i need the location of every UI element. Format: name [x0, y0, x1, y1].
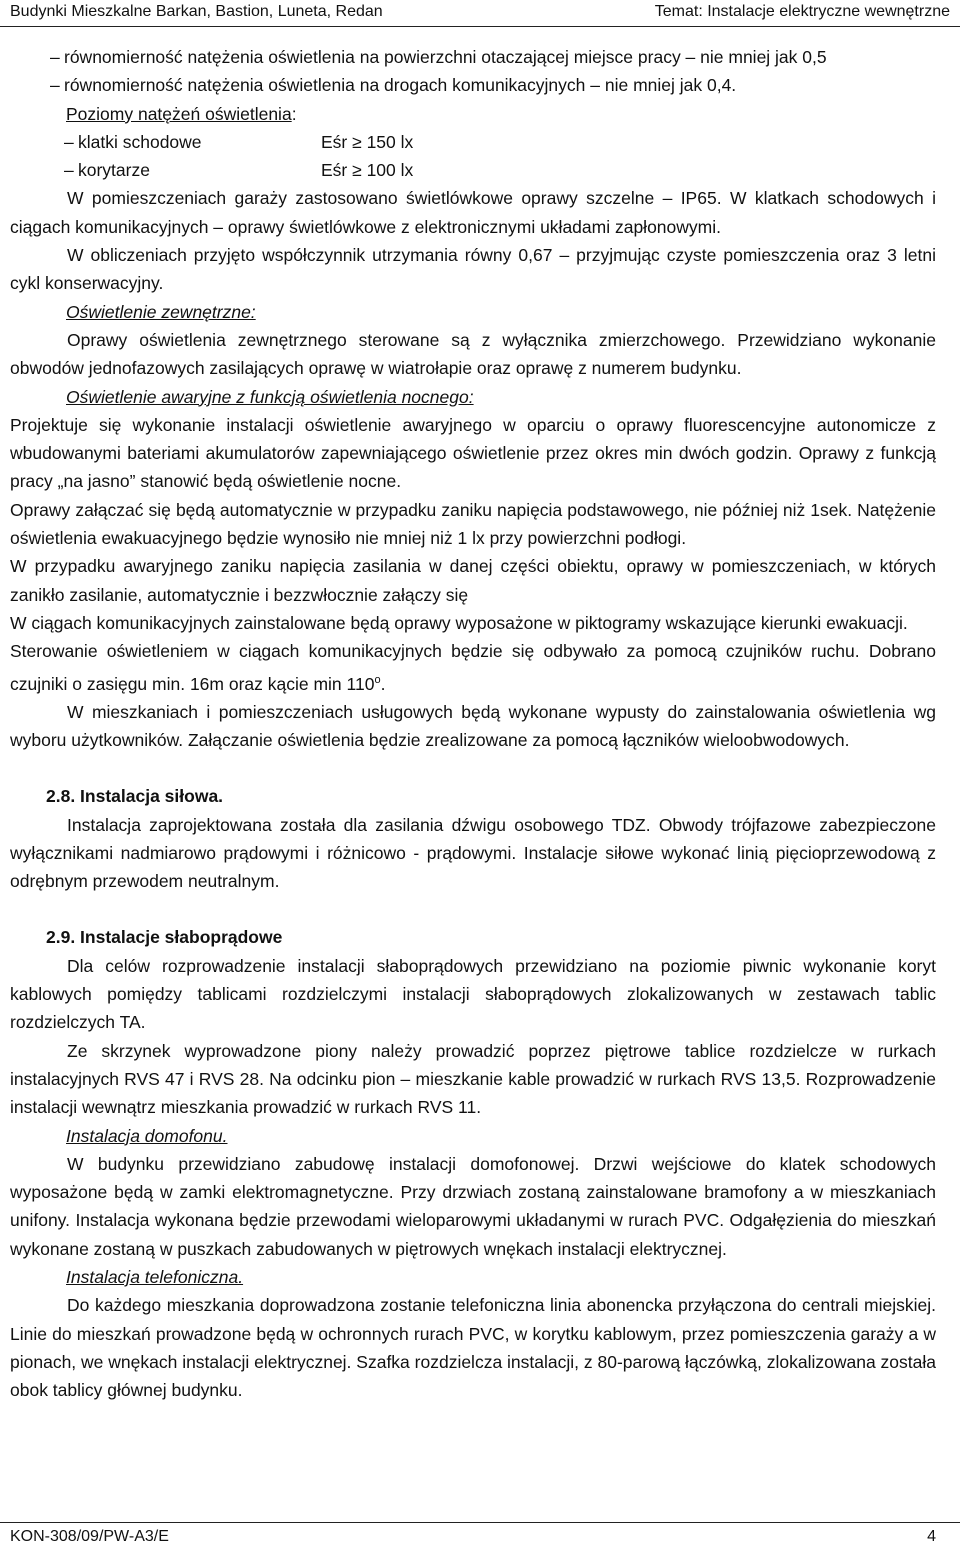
paragraph-end: . [380, 673, 386, 694]
lux-row-value: Eśr ≥ 100 lx [321, 160, 414, 181]
lux-row: – klatki schodowe Eśr ≥ 150 lx [0, 128, 960, 156]
paragraph: Dla celów rozprowadzenie instalacji słaboprądowych przewidziano na poziomie piwnic wykonanie koryt kablowych pomiędzy tablicami rozdzielczymi instalacji słaboprądowych zlokalizowanych w zestawach tablic rozdzielczych TA. [10, 955, 936, 1033]
document-body [0, 43, 960, 1404]
section-heading-2-9: 2.9. Instalacje słaboprądowe [46, 927, 283, 948]
subheading-text: Instalacja domofonu. [66, 1125, 228, 1146]
page-footer [0, 1522, 960, 1549]
subheading-text: Oświetlenie zewnętrzne: [66, 301, 256, 322]
lux-row: – korytarze Eśr ≥ 100 lx [0, 156, 960, 184]
degree-superscript: o [374, 673, 381, 686]
paragraph: W mieszkaniach i pomieszczeniach usługowych będą wykonane wypusty do zainstalowania oświetlenia wg wyboru użytkowników. Załączanie oświetlenia będzie zrealizowane za pomocą łączników wieloobwodowych. [10, 701, 936, 750]
page-header [0, 0, 960, 27]
header-topic: Temat: Instalacje elektryczne wewnętrzne [654, 3, 950, 20]
paragraph: W pomieszczeniach garaży zastosowano świetlówkowe oprawy szczelne – IP65. W klatkach schodowych i ciągach komunikacyjnych – oprawy świetlówkowe z elektronicznymi układami zapłonowymi. [10, 188, 936, 237]
header-project-title: Budynki Mieszkalne Barkan, Bastion, Luneta, Redan [10, 3, 383, 20]
paragraph: Instalacja zaprojektowana została dla zasilania dźwigu osobowego TDZ. Obwody trójfazowe zabezpieczone wyłącznikami nadmiarowo prądowymi i różnicowo - prądowymi. Instalacje siłowe wykonać linią pięcioprzewodową z odrębnym przewodem neutralnym. [10, 814, 936, 892]
subheading-intercom [0, 1122, 960, 1150]
paragraph: W budynku przewidziano zabudowę instalacji domofonowej. Drzwi wejściowe do klatek schodowych wyposażone będą w zamki elektromagnetyczne. Przy drzwiach zostaną zainstalowane bramofony a w mieszkaniach unifony. Instalacja wykonana będzie przewodami wieloparowymi układanymi w rurach PVC. Odgałęzienia do mieszkań wykonane zostaną w puszkach zabudowanych w piętrowych wnękach instalacji elektrycznej. [10, 1153, 936, 1259]
subheading-outdoor-lighting [0, 298, 960, 326]
lux-row-value: Eśr ≥ 150 lx [321, 131, 414, 152]
section-heading-2-8: 2.8. Instalacja siłowa. [46, 786, 224, 807]
footer-document-code: KON-308/09/PW-A3/E [10, 1528, 169, 1545]
list-item: – równomierność natężenia oświetlenia na powierzchni otaczającej miejsce pracy – nie mniej jak 0,5 [50, 47, 827, 67]
subheading-text: Oświetlenie awaryjne z funkcją oświetlenia nocnego: [66, 386, 474, 407]
paragraph: W przypadku awaryjnego zaniku napięcia zasilania w danej części obiektu, oprawy w pomieszczeniach, w których zanikło zasilanie, automatycznie i bezzwłocznie załączy się [10, 556, 936, 605]
paragraph: W ciągach komunikacyjnych zainstalowane będą oprawy wyposażone w piktogramy wskazujące kierunki ewakuacji. [10, 612, 908, 633]
paragraph: Do każdego mieszkania doprowadzona zostanie telefoniczna linia abonencka przyłączona do centrali miejskiej. Linie do mieszkań prowadzone będą w ochronnych rurach PVC, w korytku kablowym, przez pomieszczenia garaży a w pionach, we wnękach instalacji elektrycznej. Szafka rozdzielcza instalacji, z 80-parową łączówką, zlokalizowana została obok tablicy głównej budynku. [10, 1295, 936, 1401]
paragraph: Oprawy oświetlenia zewnętrznego sterowane są z wyłącznika zmierzchowego. Przewidziano wykonanie obwodów jednofazowych zasilających oprawę w wiatrołapie oraz oprawę z numerem budynku. [10, 329, 936, 379]
paragraph: Projektuje się wykonanie instalacji oświetlenie awaryjnego w oparciu o oprawy fluorescencyjne autonomicze z wbudowanymi bateriami akumulatorów zapewniającego oświetlenie przez okres min dwóch godzin. Oprawy z funkcją pracy „na jasno” stanowić będą oświetlenie nocne. [10, 414, 936, 492]
paragraph [0, 637, 960, 697]
subheading-text: Poziomy natężeń oświetlenia [66, 103, 292, 124]
subheading-colon: : [291, 103, 297, 124]
subheading-telephone [0, 1263, 960, 1291]
subheading-emergency-lighting [0, 383, 960, 411]
lux-row-label: korytarze [78, 160, 150, 181]
page-number: 4 [927, 1528, 936, 1545]
lux-row-label: klatki schodowe [78, 131, 202, 152]
list-item-text: równomierność natężenia oświetlenia na powierzchni otaczającej miejsce pracy – nie mniej jak 0,5 [64, 47, 827, 67]
subheading-poziomy [0, 100, 960, 128]
paragraph: W obliczeniach przyjęto współczynnik utrzymania równy 0,67 – przyjmując czyste pomieszczenia oraz 3 letni cykl konserwacyjny. [10, 245, 936, 294]
list-item-text: równomierność natężenia oświetlenia na drogach komunikacyjnych – nie mniej jak 0,4. [64, 75, 737, 96]
paragraph: Oprawy załączać się będą automatycznie w przypadku zaniku napięcia podstawowego, nie później niż 1sek. Natężenie oświetlenia ewakuacyjnego będzie wynosiło nie mniej niż 1 lx przy powierzchni podłogi. [10, 499, 936, 549]
paragraph: Ze skrzynek wyprowadzone piony należy prowadzić poprzez piętrowe tablice rozdzielcze w rurkach instalacyjnych RVS 47 i RVS 28. Na odcinku pion – mieszkanie kable prowadzić w rurkach RVS 13,5. Rozprowadzenie instalacji wewnątrz mieszkania prowadzić w rurkach RVS 11. [10, 1040, 936, 1118]
paragraph-text: Sterowanie oświetleniem w ciągach komunikacyjnych będzie się odbywało za pomocą czujników ruchu. Dobrano czujniki o zasięgu min. 16m oraz kącie min 110 [10, 641, 936, 694]
list-item: – równomierność natężenia oświetlenia na drogach komunikacyjnych – nie mniej jak 0,4. [50, 75, 737, 96]
subheading-text: Instalacja telefoniczna. [66, 1267, 244, 1287]
